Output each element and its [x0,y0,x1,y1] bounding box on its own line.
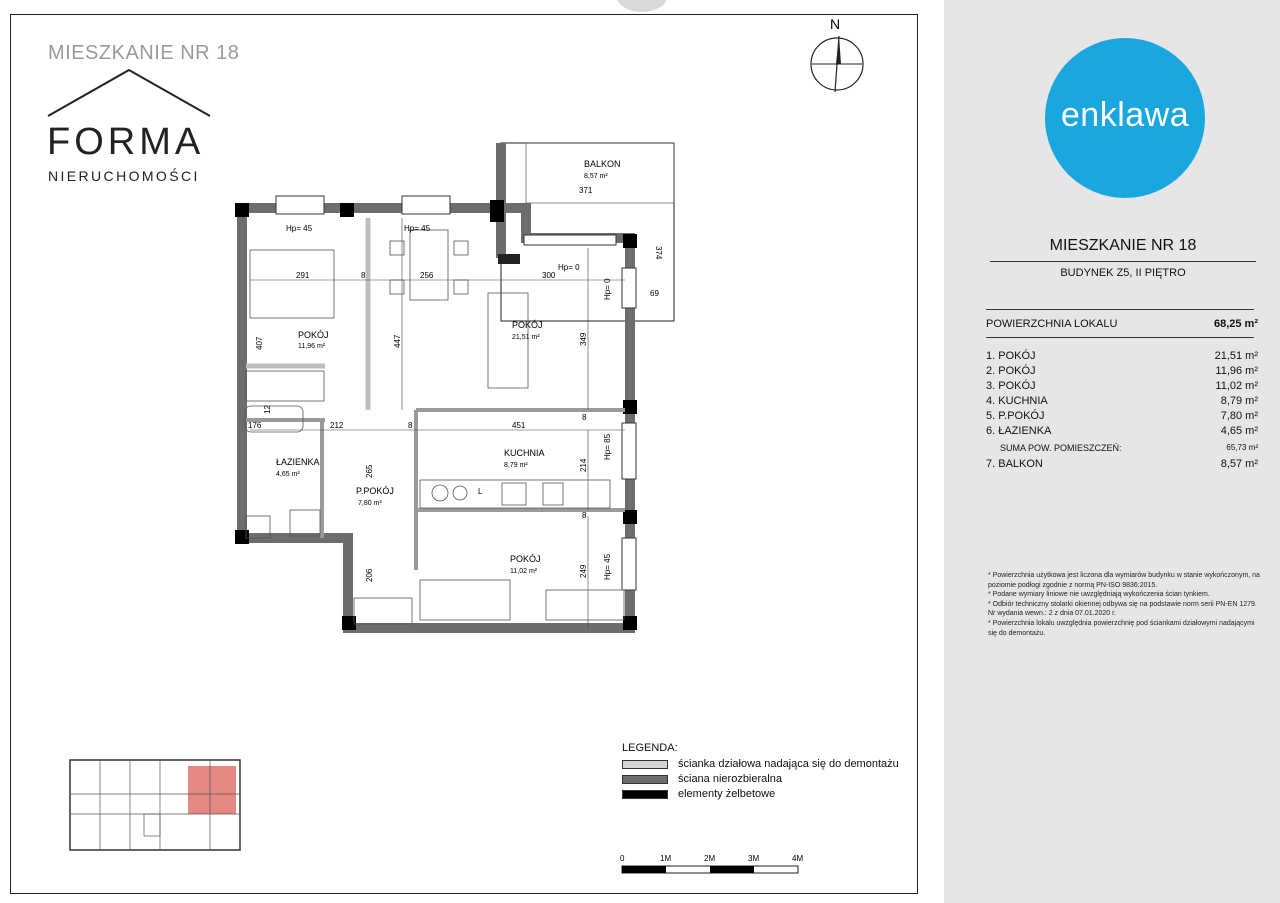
total-area-label: POWIERZCHNIA LOKALU [986,318,1118,330]
room-area: 11,96 m² [298,343,326,350]
dim-label: 265 [365,464,374,478]
dim-label: 8 [408,421,413,430]
dim-label: 69 [650,289,659,298]
logo-company-name: FORMA [47,121,205,163]
dim-label: 212 [330,421,344,430]
dim-label: 300 [542,271,556,280]
dim-label: 176 [248,421,262,430]
window-label: Hp= 0 [558,263,580,272]
svg-text:4M: 4M [792,854,804,863]
room-area: 21,51 m² [512,334,540,341]
legend-label: ściana nierozbieralna [678,773,782,785]
window-label: Hp= 85 [603,433,612,460]
dim-label: 447 [393,334,402,348]
room-name: P.POKÓJ [356,486,394,496]
footnote: * Powierzchnia lokalu uwzględnia powierzchnię pod ściankami działowymi nadającymi się do demontażu. [988,619,1255,637]
compass-label: N [830,16,841,32]
logo-company-subtitle: NIERUCHOMOŚCI [48,168,200,184]
divider [986,337,1254,338]
tab-notch [616,0,668,12]
dim-label: 374 [654,246,663,260]
svg-text:3M: 3M [748,854,760,863]
footnote: * Podane wymiary liniowe nie uwzględniają wykończenia ścian tynkiem. [988,591,1210,599]
footnote: * Odbiór techniczny stolarki okiennej odbywa się na podstawie norm serii PN-EN 1279. Nr wydania wewn.: 2 z dnia 07.01.2020 r. [988,600,1257,618]
room-area: 11,02 m² [510,568,538,575]
window-label: Hp= 45 [404,224,431,233]
sidebar-subtitle: BUDYNEK Z5, II PIĘTRO [1060,267,1186,279]
room-name: POKÓJ [510,554,541,564]
svg-text:2M: 2M [704,854,716,863]
svg-text:1M: 1M [660,854,672,863]
roof-icon [44,60,214,122]
legend-label: ścianka działowa nadająca się do demontażu [678,758,899,770]
window-label: Hp= 45 [286,224,313,233]
legend-label: elementy żelbetowe [678,788,776,800]
legend-title: LEGENDA: [622,742,678,754]
dim-label: 8 [582,413,587,422]
dim-label: 8 [582,511,587,520]
room-name: ŁAZIENKA [276,457,320,467]
fixture-label: L [478,487,483,496]
room-name: POKÓJ [298,330,329,340]
dim-label: 206 [365,568,374,582]
dim-label: 407 [255,336,264,350]
dim-label: 214 [579,458,588,472]
compass-icon [808,14,870,96]
dim-label: 12 [263,405,272,414]
sidebar-title: MIESZKANIE NR 18 [1049,237,1197,254]
room-name: KUCHNIA [504,448,545,458]
window-label: Hp= 0 [603,278,612,300]
legend-swatch-nonremovable [622,775,668,784]
floor-plan [230,138,680,633]
scale-bar [614,852,814,880]
window-label: Hp= 45 [603,553,612,580]
room-area: 8,79 m² [504,462,528,469]
key-plan [60,752,248,860]
legend-swatch-removable [622,760,668,769]
footnote: * Powierzchnia użytkowa jest liczona dla wymiarów budynku w stanie wykończonym, na poziomie podłogi zgodnie z normą PN-ISO 9836:2015. [988,572,1260,589]
logo-apartment-label: MIESZKANIE NR 18 [48,42,240,64]
svg-text:0: 0 [620,854,625,863]
dim-label: 371 [579,186,593,195]
dim-label: 349 [579,332,588,346]
room-area: 7,80 m² [358,500,382,507]
dim-label: 249 [579,564,588,578]
dim-label: 291 [296,271,310,280]
divider [986,309,1254,310]
dim-label: 451 [512,421,526,430]
total-area-value: 68,25 m² [1213,318,1258,330]
room-area: 4,65 m² [276,471,300,478]
dim-label: 8 [361,271,366,280]
enklawa-logo-text: enklawa [1060,96,1190,134]
room-name: BALKON [584,159,621,169]
legend-swatch-concrete [622,790,668,799]
room-area: 8,57 m² [584,173,608,180]
divider [990,261,1256,262]
room-name: POKÓJ [512,320,543,330]
footnotes [988,571,1262,638]
dim-label: 256 [420,271,434,280]
